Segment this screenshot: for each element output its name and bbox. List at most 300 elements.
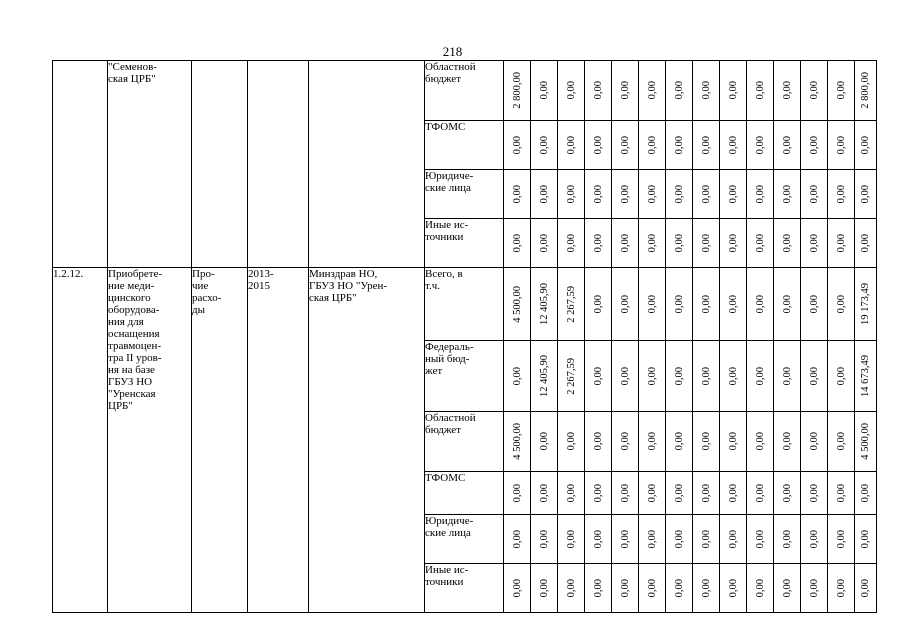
value-cell bbox=[693, 219, 720, 268]
value-cell bbox=[504, 121, 531, 170]
value-cell bbox=[666, 412, 693, 472]
value-cell bbox=[693, 472, 720, 515]
value-text: 0,00 bbox=[754, 483, 766, 503]
value-text: 0,00 bbox=[592, 294, 604, 314]
value-cell bbox=[639, 268, 666, 341]
value-text: 0,00 bbox=[754, 233, 766, 253]
value-cell bbox=[828, 564, 855, 613]
value-text: 0,00 bbox=[673, 483, 685, 503]
value-text: 0,00 bbox=[808, 432, 820, 451]
value-text: 0,00 bbox=[511, 483, 523, 503]
value-text: 12 405,90 bbox=[538, 355, 550, 397]
value-cell bbox=[855, 121, 877, 170]
name-cell bbox=[108, 61, 192, 268]
value-text: 0,00 bbox=[646, 483, 658, 503]
value-text: 19 173,49 bbox=[860, 283, 871, 325]
value-text: 0,00 bbox=[808, 184, 820, 204]
value-cell bbox=[801, 219, 828, 268]
value-text: 0,00 bbox=[592, 184, 604, 204]
value-text: 0,00 bbox=[511, 366, 523, 386]
value-text: 0,00 bbox=[673, 135, 685, 155]
value-cell bbox=[639, 219, 666, 268]
value-text: 0,00 bbox=[754, 578, 766, 598]
value-cell bbox=[855, 341, 877, 412]
value-cell bbox=[666, 341, 693, 412]
value-text: 0,00 bbox=[808, 135, 820, 155]
value-text: 0,00 bbox=[538, 135, 550, 155]
value-text: 0,00 bbox=[781, 81, 793, 100]
period-cell-text: 2013- 2015 bbox=[248, 268, 274, 292]
value-cell bbox=[801, 170, 828, 219]
value-cell bbox=[801, 121, 828, 170]
value-cell bbox=[747, 170, 774, 219]
value-text: 2 267,59 bbox=[565, 285, 577, 323]
value-cell bbox=[558, 515, 585, 564]
value-text: 0,00 bbox=[592, 366, 604, 386]
value-text: 0,00 bbox=[646, 135, 658, 155]
value-text: 0,00 bbox=[700, 366, 712, 386]
value-cell bbox=[585, 219, 612, 268]
value-text: 0,00 bbox=[808, 233, 820, 253]
value-cell bbox=[693, 564, 720, 613]
value-text: 0,00 bbox=[860, 184, 871, 204]
value-cell bbox=[639, 170, 666, 219]
value-cell bbox=[774, 268, 801, 341]
value-text: 0,00 bbox=[673, 184, 685, 204]
value-cell bbox=[774, 219, 801, 268]
value-text: 2 800,00 bbox=[511, 72, 523, 109]
value-cell bbox=[558, 564, 585, 613]
value-cell bbox=[693, 61, 720, 121]
page-number: 218 bbox=[442, 44, 463, 59]
value-text: 0,00 bbox=[673, 366, 685, 386]
source-cell bbox=[425, 219, 504, 268]
value-text: 0,00 bbox=[700, 184, 712, 204]
value-text: 0,00 bbox=[754, 294, 766, 314]
table-row bbox=[53, 268, 877, 341]
value-text: 0,00 bbox=[592, 135, 604, 155]
value-cell bbox=[531, 268, 558, 341]
value-text: 0,00 bbox=[673, 432, 685, 451]
value-cell bbox=[828, 341, 855, 412]
value-text: 0,00 bbox=[700, 432, 712, 451]
value-cell bbox=[747, 268, 774, 341]
value-cell bbox=[801, 472, 828, 515]
value-text: 0,00 bbox=[781, 294, 793, 314]
value-cell bbox=[693, 268, 720, 341]
value-cell bbox=[612, 61, 639, 121]
value-text: 0,00 bbox=[700, 294, 712, 314]
value-text: 0,00 bbox=[673, 578, 685, 598]
value-cell bbox=[558, 268, 585, 341]
value-text: 0,00 bbox=[727, 81, 739, 100]
value-text: 0,00 bbox=[565, 432, 577, 451]
value-cell bbox=[747, 472, 774, 515]
code-cell bbox=[53, 61, 108, 268]
value-cell bbox=[693, 341, 720, 412]
value-cell bbox=[693, 121, 720, 170]
value-cell bbox=[639, 412, 666, 472]
value-cell bbox=[720, 412, 747, 472]
name-cell-text: "Семенов- ская ЦРБ" bbox=[108, 61, 157, 85]
value-text: 0,00 bbox=[727, 184, 739, 204]
value-text: 0,00 bbox=[835, 184, 847, 204]
value-text: 0,00 bbox=[700, 233, 712, 253]
value-text: 4 500,00 bbox=[511, 423, 523, 460]
value-cell bbox=[558, 219, 585, 268]
value-text: 0,00 bbox=[619, 294, 631, 314]
value-text: 0,00 bbox=[565, 483, 577, 503]
value-text: 0,00 bbox=[727, 432, 739, 451]
value-text: 12 405,90 bbox=[538, 283, 550, 325]
value-text: 4 500,00 bbox=[511, 285, 523, 323]
value-text: 0,00 bbox=[538, 432, 550, 451]
value-text: 0,00 bbox=[538, 184, 550, 204]
source-cell-text: Юридиче- ские лица bbox=[425, 515, 474, 539]
value-text: 0,00 bbox=[619, 184, 631, 204]
value-cell bbox=[666, 61, 693, 121]
value-text: 0,00 bbox=[646, 81, 658, 100]
value-text: 0,00 bbox=[835, 294, 847, 314]
value-cell bbox=[801, 341, 828, 412]
value-cell bbox=[774, 472, 801, 515]
type-cell-text: Про- чие расхо- ды bbox=[192, 268, 222, 316]
value-cell bbox=[531, 472, 558, 515]
value-cell bbox=[639, 121, 666, 170]
value-text: 0,00 bbox=[754, 135, 766, 155]
source-cell bbox=[425, 268, 504, 341]
value-cell bbox=[693, 170, 720, 219]
source-cell bbox=[425, 515, 504, 564]
value-cell bbox=[531, 515, 558, 564]
value-cell bbox=[774, 341, 801, 412]
value-cell bbox=[720, 61, 747, 121]
value-text: 0,00 bbox=[808, 366, 820, 386]
value-cell bbox=[666, 564, 693, 613]
value-cell bbox=[639, 61, 666, 121]
value-text: 0,00 bbox=[673, 81, 685, 100]
value-cell bbox=[828, 268, 855, 341]
value-cell bbox=[558, 412, 585, 472]
value-text: 0,00 bbox=[727, 233, 739, 253]
value-text: 0,00 bbox=[565, 135, 577, 155]
value-text: 0,00 bbox=[860, 578, 871, 598]
value-text: 0,00 bbox=[511, 578, 523, 598]
value-cell bbox=[585, 121, 612, 170]
value-text: 0,00 bbox=[808, 294, 820, 314]
value-cell bbox=[504, 412, 531, 472]
value-text: 0,00 bbox=[781, 578, 793, 598]
value-text: 14 673,49 bbox=[860, 355, 871, 397]
value-text: 0,00 bbox=[835, 432, 847, 451]
value-text: 0,00 bbox=[835, 135, 847, 155]
value-text: 0,00 bbox=[781, 483, 793, 503]
value-text: 0,00 bbox=[781, 184, 793, 204]
value-cell bbox=[612, 515, 639, 564]
value-cell bbox=[504, 170, 531, 219]
value-text: 0,00 bbox=[835, 81, 847, 100]
value-cell bbox=[531, 219, 558, 268]
value-cell bbox=[855, 412, 877, 472]
value-cell bbox=[747, 61, 774, 121]
value-text: 0,00 bbox=[592, 233, 604, 253]
value-cell bbox=[693, 412, 720, 472]
value-cell bbox=[558, 170, 585, 219]
value-text: 0,00 bbox=[727, 578, 739, 598]
value-text: 0,00 bbox=[835, 578, 847, 598]
value-text: 0,00 bbox=[781, 366, 793, 386]
value-text: 0,00 bbox=[619, 529, 631, 549]
executor-cell bbox=[309, 268, 425, 613]
value-cell bbox=[693, 515, 720, 564]
value-cell bbox=[828, 472, 855, 515]
type-cell bbox=[192, 268, 248, 613]
value-cell bbox=[612, 219, 639, 268]
value-text: 0,00 bbox=[835, 366, 847, 386]
value-cell bbox=[774, 564, 801, 613]
value-cell bbox=[612, 341, 639, 412]
value-cell bbox=[504, 472, 531, 515]
value-cell bbox=[720, 341, 747, 412]
value-text: 0,00 bbox=[700, 483, 712, 503]
value-text: 0,00 bbox=[565, 184, 577, 204]
type-cell bbox=[192, 61, 248, 268]
code-cell-text: 1.2.12. bbox=[53, 268, 84, 280]
value-cell bbox=[531, 121, 558, 170]
value-text: 0,00 bbox=[511, 135, 523, 155]
source-cell bbox=[425, 61, 504, 121]
source-cell bbox=[425, 170, 504, 219]
value-cell bbox=[828, 412, 855, 472]
value-text: 0,00 bbox=[754, 366, 766, 386]
value-cell bbox=[531, 564, 558, 613]
value-text: 0,00 bbox=[565, 233, 577, 253]
value-cell bbox=[639, 341, 666, 412]
value-text: 0,00 bbox=[835, 233, 847, 253]
value-text: 0,00 bbox=[860, 483, 871, 503]
value-cell bbox=[585, 412, 612, 472]
value-cell bbox=[774, 61, 801, 121]
value-text: 0,00 bbox=[592, 483, 604, 503]
value-cell bbox=[855, 61, 877, 121]
value-cell bbox=[585, 61, 612, 121]
value-cell bbox=[747, 341, 774, 412]
table-row bbox=[53, 61, 877, 121]
source-cell-text: ТФОМС bbox=[425, 121, 466, 133]
value-text: 0,00 bbox=[565, 578, 577, 598]
value-cell bbox=[612, 268, 639, 341]
value-cell bbox=[747, 121, 774, 170]
value-cell bbox=[855, 564, 877, 613]
value-cell bbox=[666, 472, 693, 515]
value-cell bbox=[531, 412, 558, 472]
value-text: 0,00 bbox=[646, 184, 658, 204]
value-text: 0,00 bbox=[646, 529, 658, 549]
source-cell-text: Иные ис- точники bbox=[425, 564, 469, 588]
value-text: 0,00 bbox=[727, 366, 739, 386]
period-cell bbox=[248, 61, 309, 268]
value-cell bbox=[612, 564, 639, 613]
source-cell bbox=[425, 341, 504, 412]
value-cell bbox=[666, 121, 693, 170]
value-cell bbox=[585, 515, 612, 564]
value-cell bbox=[612, 121, 639, 170]
value-cell bbox=[801, 564, 828, 613]
source-cell-text: ТФОМС bbox=[425, 472, 466, 484]
value-text: 0,00 bbox=[511, 233, 523, 253]
value-cell bbox=[720, 219, 747, 268]
value-text: 2 267,59 bbox=[565, 357, 577, 395]
value-text: 4 500,00 bbox=[860, 423, 871, 460]
value-cell bbox=[720, 472, 747, 515]
value-text: 0,00 bbox=[538, 578, 550, 598]
value-text: 0,00 bbox=[754, 529, 766, 549]
value-text: 0,00 bbox=[592, 81, 604, 100]
value-cell bbox=[639, 564, 666, 613]
value-cell bbox=[855, 219, 877, 268]
value-cell bbox=[828, 515, 855, 564]
value-cell bbox=[720, 515, 747, 564]
value-text: 0,00 bbox=[727, 294, 739, 314]
value-text: 0,00 bbox=[808, 578, 820, 598]
value-text: 0,00 bbox=[727, 529, 739, 549]
value-cell bbox=[585, 564, 612, 613]
name-cell-text: Приобрете- ние меди- цинского оборудова- ния для оснащения травмоцен- тра II уров- ня на базе ГБУЗ НО "Уренская ЦРБ" bbox=[108, 268, 163, 412]
value-text: 0,00 bbox=[781, 432, 793, 451]
value-text: 0,00 bbox=[646, 366, 658, 386]
value-text: 0,00 bbox=[619, 432, 631, 451]
value-cell bbox=[558, 121, 585, 170]
value-cell bbox=[585, 472, 612, 515]
value-text: 0,00 bbox=[592, 578, 604, 598]
executor-cell bbox=[309, 61, 425, 268]
source-cell bbox=[425, 412, 504, 472]
value-text: 0,00 bbox=[673, 233, 685, 253]
value-cell bbox=[720, 268, 747, 341]
value-text: 0,00 bbox=[754, 432, 766, 451]
value-cell bbox=[774, 412, 801, 472]
value-text: 0,00 bbox=[646, 233, 658, 253]
value-cell bbox=[747, 412, 774, 472]
value-cell bbox=[720, 564, 747, 613]
value-cell bbox=[504, 268, 531, 341]
value-cell bbox=[828, 121, 855, 170]
value-cell bbox=[612, 170, 639, 219]
value-cell bbox=[774, 170, 801, 219]
value-text: 0,00 bbox=[808, 81, 820, 100]
value-text: 0,00 bbox=[700, 578, 712, 598]
value-cell bbox=[504, 564, 531, 613]
value-text: 0,00 bbox=[619, 578, 631, 598]
source-cell-text: Иные ис- точники bbox=[425, 219, 469, 243]
value-cell bbox=[855, 268, 877, 341]
value-text: 0,00 bbox=[565, 529, 577, 549]
value-cell bbox=[531, 341, 558, 412]
value-cell bbox=[666, 515, 693, 564]
value-text: 0,00 bbox=[835, 483, 847, 503]
source-cell bbox=[425, 472, 504, 515]
value-text: 0,00 bbox=[860, 233, 871, 253]
source-cell-text: Областной бюджет bbox=[425, 61, 476, 85]
value-text: 0,00 bbox=[619, 366, 631, 386]
value-text: 0,00 bbox=[538, 529, 550, 549]
value-cell bbox=[504, 515, 531, 564]
value-cell bbox=[666, 219, 693, 268]
budget-table bbox=[52, 60, 877, 613]
value-text: 0,00 bbox=[727, 483, 739, 503]
value-text: 0,00 bbox=[835, 529, 847, 549]
value-cell bbox=[774, 515, 801, 564]
source-cell-text: Всего, в т.ч. bbox=[425, 268, 463, 292]
source-cell-text: Областной бюджет bbox=[425, 412, 476, 436]
value-text: 0,00 bbox=[646, 294, 658, 314]
value-cell bbox=[531, 170, 558, 219]
value-cell bbox=[666, 170, 693, 219]
value-text: 0,00 bbox=[860, 529, 871, 549]
value-text: 0,00 bbox=[592, 432, 604, 451]
value-text: 0,00 bbox=[565, 81, 577, 100]
value-cell bbox=[828, 61, 855, 121]
value-text: 0,00 bbox=[754, 81, 766, 100]
value-text: 0,00 bbox=[700, 135, 712, 155]
value-text: 0,00 bbox=[808, 483, 820, 503]
value-text: 0,00 bbox=[619, 483, 631, 503]
value-cell bbox=[504, 341, 531, 412]
value-cell bbox=[801, 412, 828, 472]
value-cell bbox=[828, 170, 855, 219]
value-text: 0,00 bbox=[754, 184, 766, 204]
source-cell-text: Федераль- ный бюд- жет bbox=[425, 341, 474, 377]
value-text: 0,00 bbox=[673, 529, 685, 549]
value-text: 0,00 bbox=[538, 233, 550, 253]
value-cell bbox=[747, 219, 774, 268]
value-text: 0,00 bbox=[619, 233, 631, 253]
value-cell bbox=[774, 121, 801, 170]
value-cell bbox=[747, 515, 774, 564]
value-text: 0,00 bbox=[511, 184, 523, 204]
value-text: 0,00 bbox=[673, 294, 685, 314]
value-cell bbox=[612, 412, 639, 472]
value-cell bbox=[720, 170, 747, 219]
value-text: 0,00 bbox=[619, 81, 631, 100]
source-cell-text: Юридиче- ские лица bbox=[425, 170, 474, 194]
code-cell bbox=[53, 268, 108, 613]
value-cell bbox=[639, 515, 666, 564]
value-cell bbox=[558, 341, 585, 412]
value-cell bbox=[504, 219, 531, 268]
value-text: 2 800,00 bbox=[860, 72, 871, 109]
value-cell bbox=[531, 61, 558, 121]
value-text: 0,00 bbox=[646, 432, 658, 451]
value-cell bbox=[801, 515, 828, 564]
value-cell bbox=[504, 61, 531, 121]
period-cell bbox=[248, 268, 309, 613]
value-cell bbox=[639, 472, 666, 515]
value-text: 0,00 bbox=[619, 135, 631, 155]
value-cell bbox=[558, 472, 585, 515]
value-text: 0,00 bbox=[592, 529, 604, 549]
value-cell bbox=[801, 61, 828, 121]
value-text: 0,00 bbox=[727, 135, 739, 155]
value-cell bbox=[801, 268, 828, 341]
value-cell bbox=[855, 170, 877, 219]
value-text: 0,00 bbox=[538, 81, 550, 100]
value-text: 0,00 bbox=[781, 529, 793, 549]
source-cell bbox=[425, 564, 504, 613]
value-cell bbox=[855, 515, 877, 564]
value-text: 0,00 bbox=[646, 578, 658, 598]
value-cell bbox=[855, 472, 877, 515]
